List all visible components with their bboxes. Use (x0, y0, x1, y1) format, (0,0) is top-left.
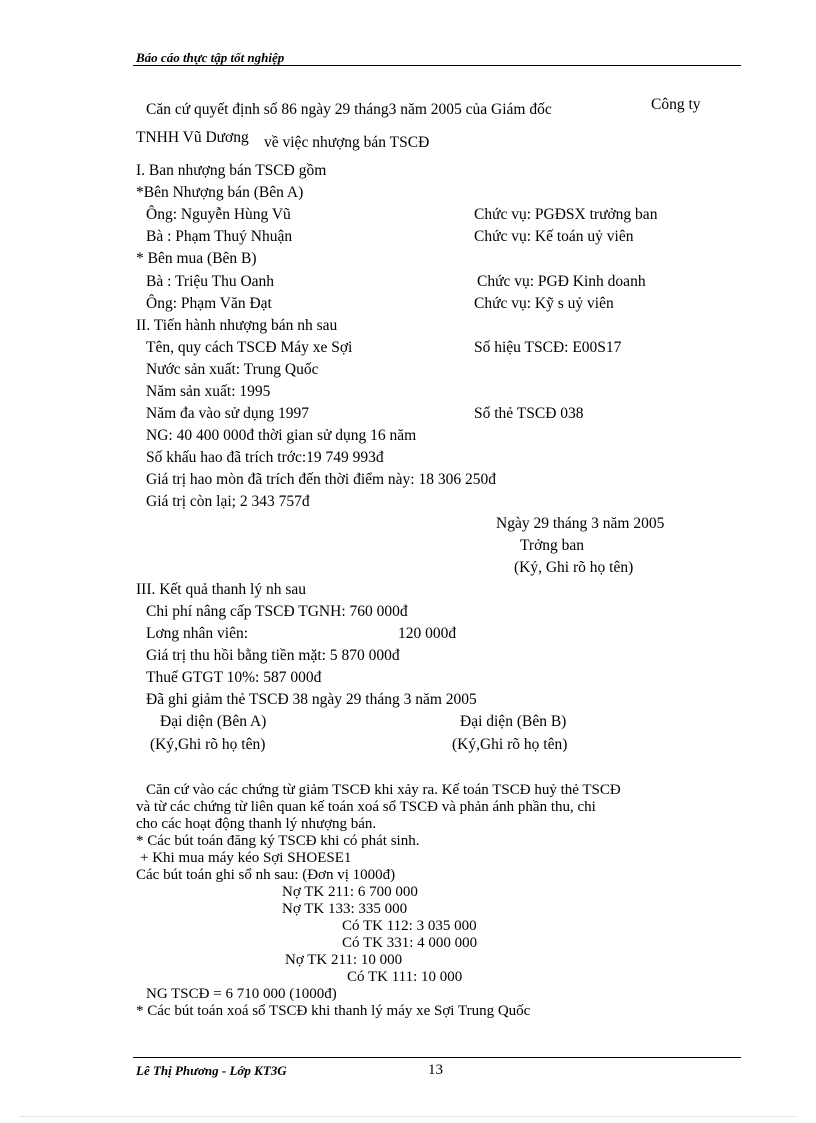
party-b-member-2: Ông: Phạm Văn Đạt (146, 295, 272, 312)
asset-origin: Nước sản xuất: Trung Quốc (146, 361, 319, 378)
entry-debit-133: Nợ TK 133: 335 000 (282, 901, 408, 917)
header-rule (133, 65, 741, 66)
signature-note: (Ký, Ghi rõ họ tên) (514, 559, 634, 576)
entry-debit-211: Nợ TK 211: 6 700 000 (282, 884, 418, 900)
asset-serial: Số hiệu TSCĐ: E00S17 (474, 339, 622, 356)
asset-original-cost: NG: 40 400 000đ thời gian sử dụng 16 năm (146, 427, 417, 444)
representative-b-sign: (Ký,Ghi rõ họ tên) (452, 736, 568, 753)
representative-a-sign: (Ký,Ghi rõ họ tên) (150, 736, 266, 753)
intro-company-name: TNHH Vũ Dương (136, 129, 249, 146)
party-a-heading: *Bên Nhượng bán (Bên A) (136, 184, 304, 201)
party-a-member-2: Bà : Phạm Thuý Nhuận (146, 228, 293, 245)
cash-recovered: Giá trị thu hồi bằng tiền mặt: 5 870 000đ (146, 647, 400, 664)
section-1-title: I. Ban nhượng bán TSCĐ gồm (136, 162, 327, 179)
salary-value: 120 000đ (398, 625, 457, 642)
entry-debit-211-b: Nợ TK 211: 10 000 (285, 952, 403, 968)
entry-credit-331: Có TK 331: 4 000 000 (342, 935, 478, 951)
bullet-writeoff: * Các bút toán xoá sổ TSCĐ khi thanh lý máy xe Sợi Trung Quốc (136, 1003, 531, 1019)
vat-amount: Thuế GTGT 10%: 587 000đ (146, 669, 322, 686)
page-footer-author: Lê Thị Phương - Lớp KT3G (136, 1063, 287, 1078)
intro-line-1: Căn cứ quyết định số 86 ngày 29 tháng3 năm 2005 của Giám đốc (146, 101, 552, 118)
page-number: 13 (428, 1062, 443, 1078)
party-a-member-2-role: Chức vụ: Kế toán uỷ viên (474, 228, 634, 245)
asset-card: Số thẻ TSCĐ 038 (474, 405, 584, 422)
asset-remaining-value: Giá trị còn lại; 2 343 757đ (146, 493, 310, 510)
bullet-registration: * Các bút toán đăng ký TSCĐ khi có phát sinh. (136, 833, 420, 849)
signature-title: Trởng ban (520, 537, 585, 554)
original-cost-total: NG TSCĐ = 6 710 000 (1000đ) (146, 986, 337, 1002)
body-paragraph-line-3: cho các hoạt động thanh lý nhượng bán. (136, 816, 377, 832)
section-3-title: III. Kết quả thanh lý nh sau (136, 581, 307, 598)
entry-credit-112: Có TK 112: 3 035 000 (342, 918, 477, 934)
upgrade-cost: Chi phí nâng cấp TSCĐ TGNH: 760 000đ (146, 603, 408, 620)
party-a-member-1-role: Chức vụ: PGĐSX trưởng ban (474, 206, 658, 223)
party-b-member-1: Bà : Triệu Thu Oanh (146, 273, 275, 290)
footer-rule (133, 1057, 741, 1058)
entry-credit-111: Có TK 111: 10 000 (347, 969, 463, 985)
asset-spec: Tên, quy cách TSCĐ Máy xe Sợi (146, 339, 353, 356)
bullet-purchase: + Khi mua máy kéo Sợi SHOESE1 (140, 850, 352, 866)
asset-year-made: Năm sản xuất: 1995 (146, 383, 271, 400)
asset-depreciation: Số khấu hao đã trích trớc:19 749 993đ (146, 449, 384, 466)
entries-heading: Các bút toán ghi sổ nh sau: (Đơn vị 1000đ) (136, 867, 396, 883)
intro-company-word: Công ty (651, 96, 701, 113)
page-bottom-dotted-line (20, 1116, 796, 1117)
party-a-member-1: Ông: Nguyễn Hùng Vũ (146, 206, 291, 223)
signature-date: Ngày 29 tháng 3 năm 2005 (496, 515, 665, 532)
page-header-title: Báo cáo thực tập tốt nghiệp (136, 50, 285, 65)
salary-label: Lơng nhân viên: (146, 625, 249, 642)
asset-year-used: Năm đa vào sử dụng 1997 (146, 405, 309, 422)
body-paragraph-line-2: và từ các chứng từ liên quan kế toán xoá sổ TSCĐ và phản ánh phần thu, chi (136, 799, 596, 815)
party-b-member-2-role: Chức vụ: Kỹ s uỷ viên (474, 295, 614, 312)
representative-a: Đại diện (Bên A) (160, 713, 267, 730)
card-reduction-note: Đã ghi giảm thẻ TSCĐ 38 ngày 29 tháng 3 năm 2005 (146, 691, 477, 708)
intro-line-2: về việc nhượng bán TSCĐ (264, 134, 430, 151)
body-paragraph-line-1: Căn cứ vào các chứng từ giảm TSCĐ khi xảy ra. Kế toán TSCĐ huỷ thẻ TSCĐ (146, 782, 621, 798)
section-2-title: II. Tiến hành nhượng bán nh sau (136, 317, 338, 334)
party-b-member-1-role: Chức vụ: PGĐ Kinh doanh (477, 273, 646, 290)
representative-b: Đại diện (Bên B) (460, 713, 567, 730)
asset-wear-value: Giá trị hao mòn đã trích đến thời điểm này: 18 306 250đ (146, 471, 496, 488)
party-b-heading: * Bên mua (Bên B) (136, 250, 257, 267)
